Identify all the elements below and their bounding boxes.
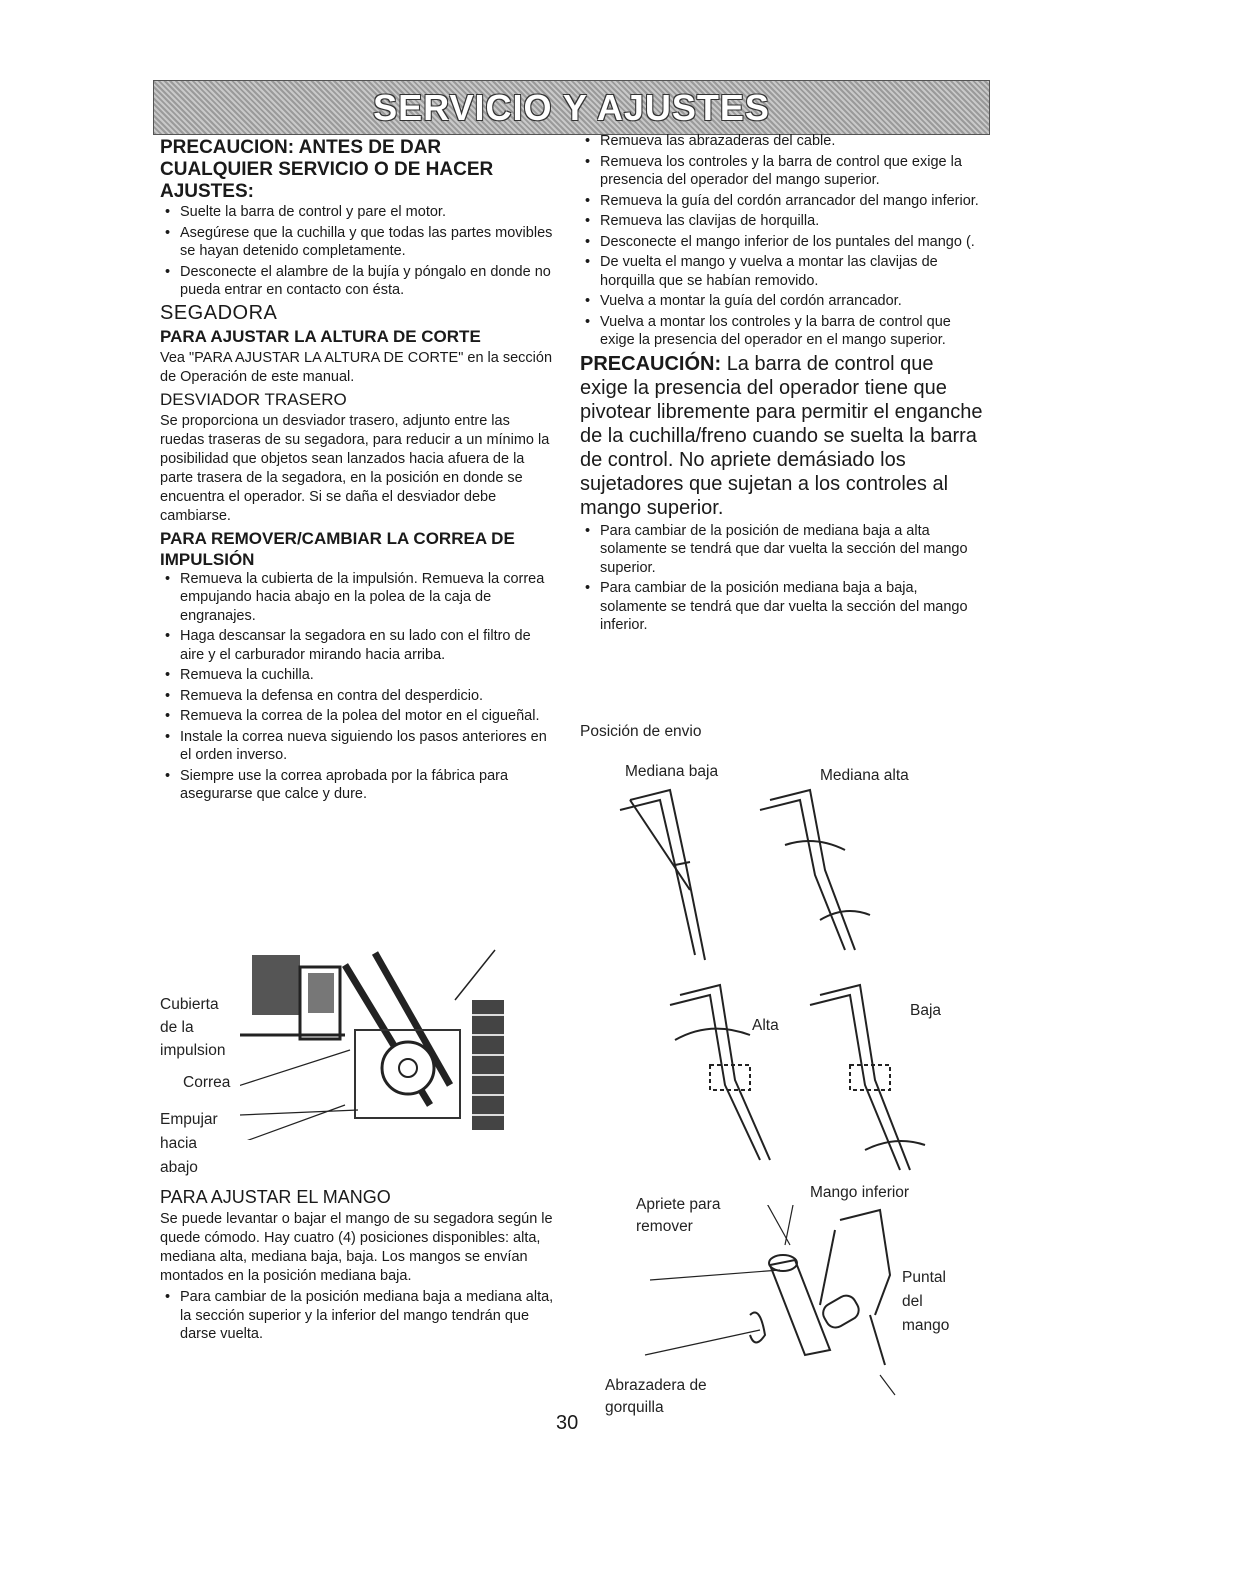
list-item: • Remueva las abrazaderas del cable.: [580, 132, 985, 151]
handle-mediana-baja: [620, 790, 705, 960]
mango-text: Se puede levantar o bajar el mango de su segadora según le quede cómodo. Hay cuatro (4) posiciones disponibles: alta, mediana alta, mediana baja, baja. Los mangos se envían montados en la posición mediana baja.: [160, 1211, 553, 1284]
mango-heading: PARA AJUSTAR EL MANGO: [160, 1187, 391, 1207]
engine-block-shape: [252, 955, 300, 1015]
list-item: • Para cambiar de la posición mediana baja a mediana alta, la sección superior y la inferior del mango tendrán que darse vuelta.: [160, 1288, 560, 1344]
cover-detail-shape: [308, 973, 334, 1013]
list-item: • Desconecte el mango inferior de los puntales del mango (.: [580, 233, 985, 252]
handle-steps-list: [580, 132, 985, 350]
list-item: • Para cambiar de la posición de mediana baja a alta solamente se tendrá que dar vuelta la sección del mango superior.: [580, 522, 985, 578]
list-item: • Instale la correa nueva siguiendo los pasos anteriores en el orden inverso.: [160, 728, 555, 765]
label-abrazadera-2: gorquilla: [605, 1399, 664, 1416]
list-item: • Asegúrese que la cuchilla y que todas las partes movibles se hayan detenido completamente.: [160, 224, 555, 261]
handle-mediana-alta: [760, 790, 870, 950]
list-item: • De vuelta el mango y vuelva a montar las clavijas de horquilla que se habían removido.: [580, 253, 985, 290]
label-empujar-1: Empujar: [160, 1111, 218, 1128]
list-item: • Remueva la correa de la polea del motor en el cigueñal.: [160, 707, 555, 726]
label-mango-inferior: Mango inferior: [810, 1184, 910, 1201]
list-item: • Remueva la cuchilla.: [160, 666, 555, 685]
desviador-heading: DESVIADOR TRASERO: [160, 389, 347, 409]
list-item: • Suelte la barra de control y pare el motor.: [160, 203, 555, 222]
caution-label: PRECAUCIÓN:: [580, 352, 722, 375]
label-puntal-2: del: [902, 1293, 923, 1310]
label-mediana-baja: Mediana baja: [625, 763, 719, 780]
label-baja: Baja: [910, 1002, 942, 1019]
handle-strut-shape: [840, 1210, 890, 1315]
list-item: • Haga descansar la segadora en su lado con el filtro de aire y el carburador mirando hacia arriba.: [160, 627, 555, 664]
segadora-heading: SEGADORA: [160, 301, 278, 324]
list-item: • Remueva los controles y la barra de control que exige la presencia del operador del mango superior.: [580, 153, 985, 190]
handle-alta: [670, 985, 770, 1160]
label-empujar-2: hacia: [160, 1135, 198, 1152]
label-cubierta-3: impulsion: [160, 1042, 226, 1059]
correa-heading-line1: PARA REMOVER/CAMBIAR LA CORREA DE: [160, 528, 515, 548]
list-item: • Siempre use la correa aprobada por la fábrica para asegurarse que calce y dure.: [160, 767, 555, 804]
left-column: [160, 137, 555, 806]
mango-section: [160, 1185, 560, 1346]
mango-list: [160, 1288, 560, 1344]
position-list: [580, 522, 985, 635]
label-cubierta-2: de la: [160, 1019, 194, 1036]
label-mediana-alta: Mediana alta: [820, 767, 909, 784]
list-item: • Desconecte el alambre de la bujía y póngalo en donde no pueda entrar en contacto con ésta.: [160, 263, 555, 300]
right-column: [580, 132, 985, 637]
precaution-list: [160, 203, 555, 300]
page-number: 30: [556, 1412, 579, 1434]
list-item: • Remueva las clavijas de horquilla.: [580, 212, 985, 231]
label-correa: Correa: [183, 1074, 231, 1091]
correa-heading-line2: IMPULSIÓN: [160, 549, 255, 569]
label-puntal-1: Puntal: [902, 1269, 946, 1286]
label-posicion-envio: Posición de envio: [580, 723, 702, 740]
rear-wheel-shape: [472, 1000, 504, 1130]
caution-note: [580, 352, 985, 520]
list-item: • Vuelva a montar los controles y la barra de control que exige la presencia del operador en el mango superior.: [580, 313, 985, 350]
handle-positions-illustration: [610, 780, 940, 1180]
altura-text: Vea "PARA AJUSTAR LA ALTURA DE CORTE" en la sección de Operación de este manual.: [160, 349, 553, 385]
correa-heading: [160, 528, 555, 570]
lower-handle-tube-shape: [770, 1260, 830, 1355]
hairpin-clip-illustration: [640, 1205, 910, 1400]
label-empujar-3: abajo: [160, 1159, 198, 1176]
section-banner: [153, 80, 990, 135]
precaution-heading: PRECAUCION: ANTES DE DAR CUALQUIER SERVICIO O DE HACER AJUSTES:: [160, 137, 494, 202]
drive-belt-illustration: [240, 945, 540, 1140]
list-item: • Remueva la cubierta de la impulsión. Remueva la correa empujando hacia abajo en la polea de la caja de engranajes.: [160, 570, 555, 626]
label-apriete-1: Apriete para: [636, 1196, 721, 1213]
label-puntal-3: mango: [902, 1317, 950, 1334]
hairpin-clip-shape: [750, 1313, 765, 1343]
label-abrazadera-1: Abrazadera de: [605, 1377, 707, 1394]
label-alta: Alta: [752, 1017, 779, 1034]
caution-text: La barra de control que exige la presencia del operador tiene que pivotear libremente para permitir el enganche de la cuchilla/freno cuando se suelta la barra de control. No apriete demásiado los sujetadores que sujetan a los controles al mango superior.: [580, 352, 983, 519]
list-item: • Remueva la defensa en contra del desperdicio.: [160, 687, 555, 706]
label-cubierta-1: Cubierta: [160, 996, 219, 1013]
altura-heading: PARA AJUSTAR LA ALTURA DE CORTE: [160, 326, 481, 346]
section-title: SERVICIO Y AJUSTES: [373, 87, 770, 128]
correa-list: [160, 570, 555, 804]
desviador-text: Se proporciona un desviador trasero, adjunto entre las ruedas traseras de su segadora, para reducir a un mínimo la posibilidad que objetos sean lanzados hacia afuera de la parte trasera de la segadora, en la posición en donde se encuentra el operador. Si se daña el desviador debe cambiarse.: [160, 412, 550, 524]
handle-baja: [810, 985, 925, 1170]
label-apriete-2: remover: [636, 1218, 693, 1235]
list-item: • Vuelva a montar la guía del cordón arrancador.: [580, 292, 985, 311]
list-item: • Remueva la guía del cordón arrancador del mango inferior.: [580, 192, 985, 211]
list-item: • Para cambiar de la posición mediana baja a baja, solamente se tendrá que dar vuelta la sección del mango inferior.: [580, 579, 985, 635]
